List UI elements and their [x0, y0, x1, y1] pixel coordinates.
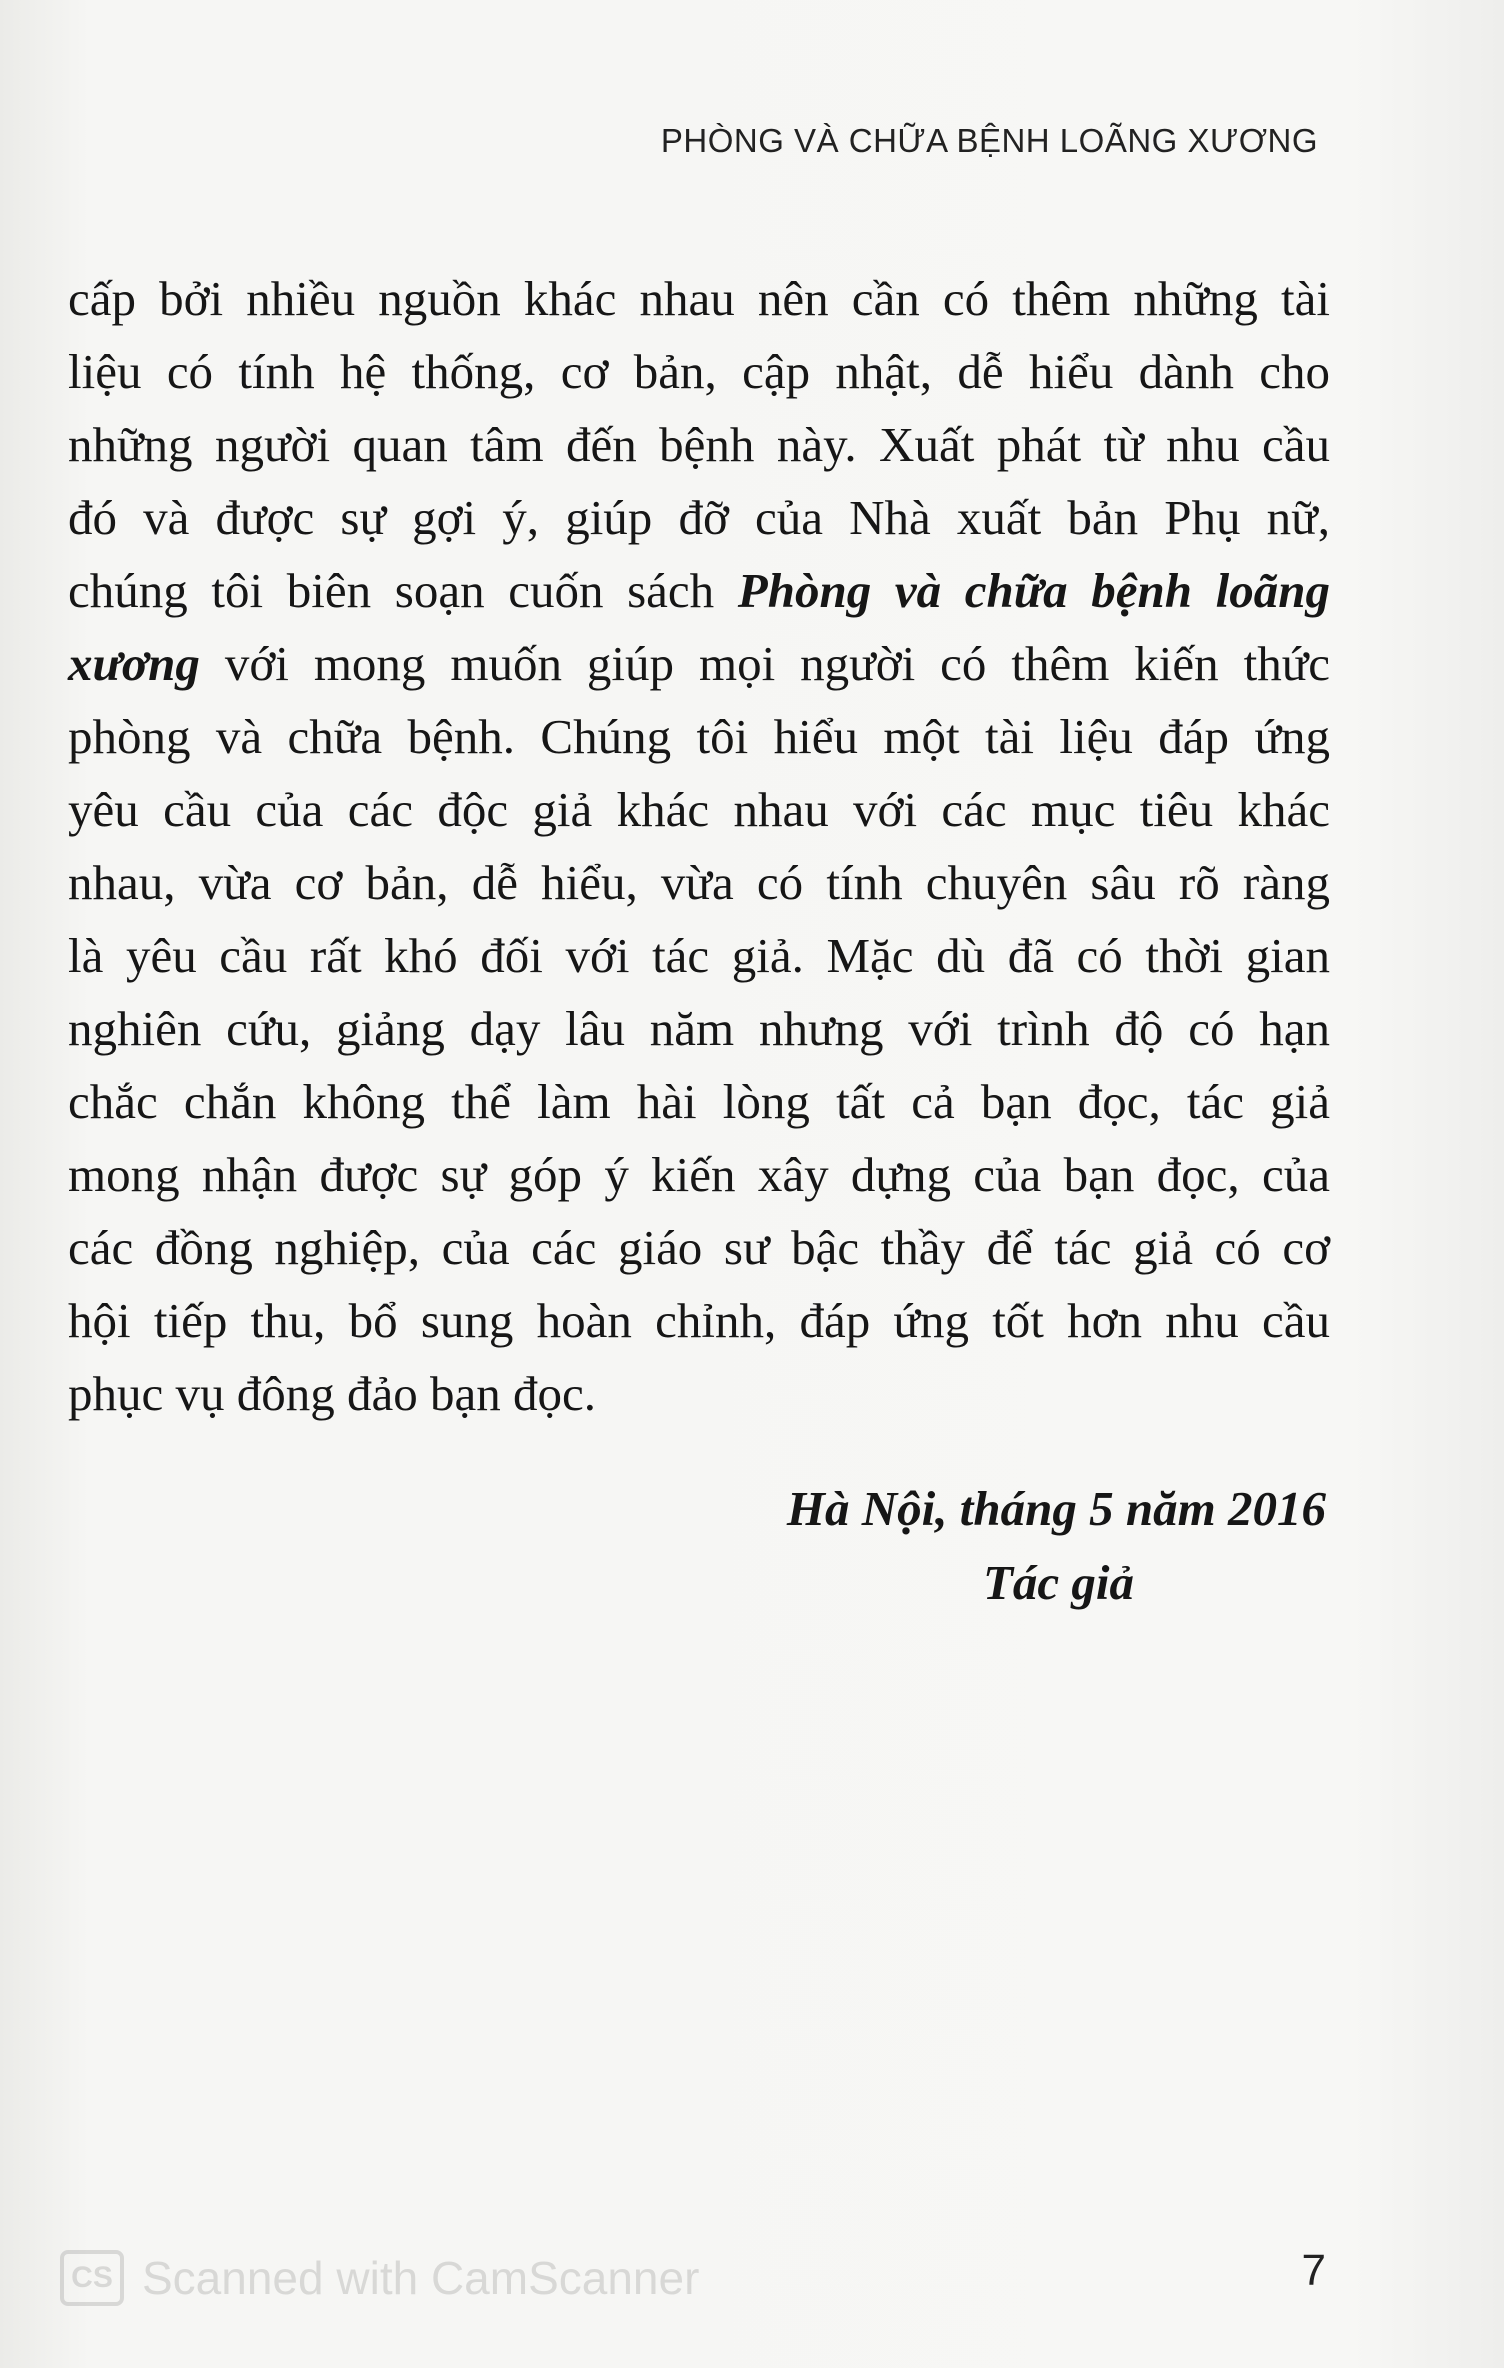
text-line: phục vụ đông đảo bạn đọc. [68, 1366, 596, 1421]
text-line: phòng và chữa bệnh. Chúng tôi hiểu một tài liệu đáp ứng [68, 709, 1330, 764]
text-line [68, 627, 1330, 700]
camscanner-logo-icon: CS [60, 2250, 124, 2306]
book-title: Phòng và chữa bệnh loãng [737, 563, 1330, 618]
text-line: hội tiếp thu, bổ sung hoàn chỉnh, đáp ứng tốt hơn nhu cầu [68, 1293, 1330, 1348]
text-line: yêu cầu của các độc giả khác nhau với các mục tiêu khác [68, 782, 1330, 837]
text-line: đó và được sự gợi ý, giúp đỡ của Nhà xuất bản Phụ nữ, [68, 490, 1330, 545]
text-line: chắc chắn không thể làm hài lòng tất cả bạn đọc, tác giả [68, 1074, 1330, 1129]
body-paragraph [68, 262, 1330, 1430]
scanner-watermark [60, 2250, 699, 2306]
book-title: xương [68, 636, 200, 691]
text-segment: chúng tôi biên soạn cuốn sách [68, 563, 738, 618]
page-number: 7 [1301, 2246, 1326, 2295]
text-line [68, 554, 1330, 627]
text-line: nhau, vừa cơ bản, dễ hiểu, vừa có tính chuyên sâu rõ ràng [68, 855, 1330, 910]
text-line: những người quan tâm đến bệnh này. Xuất phát từ nhu cầu [68, 417, 1330, 472]
signature-author: Tác giả [982, 1555, 1134, 1610]
text-line: nghiên cứu, giảng dạy lâu năm nhưng với trình độ có hạn [68, 1001, 1330, 1056]
text-line: các đồng nghiệp, của các giáo sư bậc thầy để tác giả có cơ [68, 1220, 1330, 1275]
signature-place-date: Hà Nội, tháng 5 năm 2016 [786, 1481, 1326, 1536]
text-segment: với mong muốn giúp mọi người có thêm kiến thức [199, 636, 1330, 691]
watermark-text: Scanned with CamScanner [142, 2252, 700, 2304]
text-line: liệu có tính hệ thống, cơ bản, cập nhật, dễ hiểu dành cho [68, 344, 1330, 399]
running-header: PHÒNG VÀ CHỮA BỆNH LOÃNG XƯƠNG [660, 122, 1318, 159]
text-line: là yêu cầu rất khó đối với tác giả. Mặc dù đã có thời gian [68, 928, 1330, 983]
text-line: mong nhận được sự góp ý kiến xây dựng của bạn đọc, của [68, 1147, 1330, 1202]
text-line: cấp bởi nhiều nguồn khác nhau nên cần có thêm những tài [68, 271, 1330, 326]
